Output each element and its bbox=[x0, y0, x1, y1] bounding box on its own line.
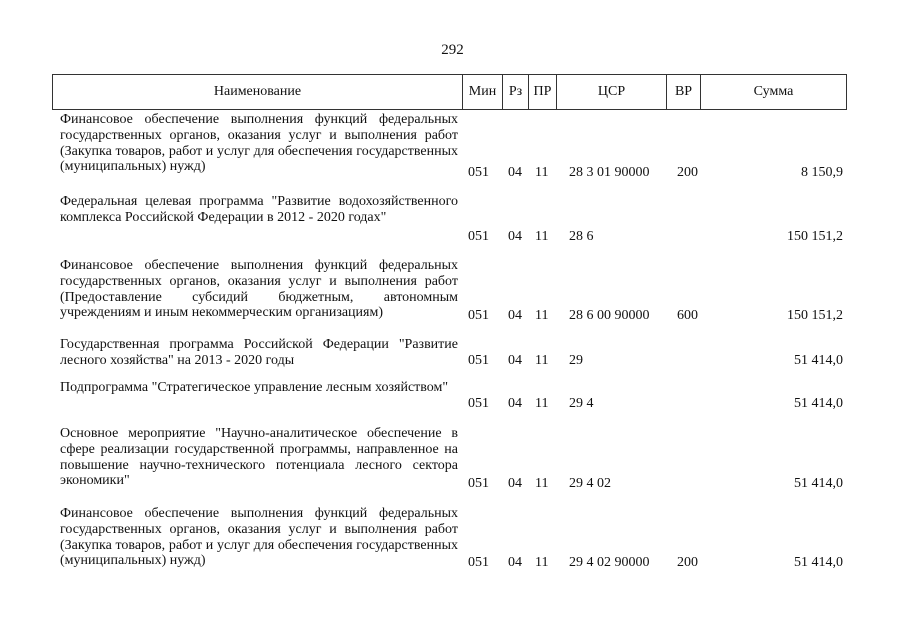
row-min: 051 bbox=[468, 165, 489, 180]
row-rz: 04 bbox=[508, 555, 522, 570]
row-rz: 04 bbox=[508, 353, 522, 368]
row-rz: 04 bbox=[508, 165, 522, 180]
row-name: Федеральная целевая программа "Развитие водохозяйственного комплекса Российской Федерации в 2012 - 2020 годах" bbox=[60, 194, 458, 225]
row-pr: 11 bbox=[535, 229, 549, 244]
row-min: 051 bbox=[468, 353, 489, 368]
row-csr: 28 3 01 90000 bbox=[569, 165, 650, 180]
header-vr: ВР bbox=[666, 75, 700, 109]
row-name: Финансовое обеспечение выполнения функций федеральных государственных органов, оказания услуг и выполнения работ (Закупка товаров, работ и услуг для обеспечения государственных (муниципальных) нужд) bbox=[60, 506, 458, 569]
row-csr: 29 4 02 bbox=[569, 476, 611, 491]
row-rz: 04 bbox=[508, 308, 522, 323]
row-rz: 04 bbox=[508, 229, 522, 244]
row-sum: 51 414,0 bbox=[794, 555, 843, 570]
row-vr: 200 bbox=[677, 555, 698, 570]
page-number: 292 bbox=[441, 42, 464, 58]
row-vr: 600 bbox=[677, 308, 698, 323]
header-rz: Рз bbox=[502, 75, 528, 109]
row-pr: 11 bbox=[535, 353, 549, 368]
row-rz: 04 bbox=[508, 476, 522, 491]
row-name: Подпрограмма "Стратегическое управление лесным хозяйством" bbox=[60, 380, 449, 395]
row-pr: 11 bbox=[535, 165, 549, 180]
row-name: Основное мероприятие "Научно-аналитическое обеспечение в сфере реализации государственной программы, направленное на повышение научно-технического потенциала лесного сектора экономики" bbox=[60, 426, 458, 489]
header-sum: Сумма bbox=[700, 75, 847, 109]
row-min: 051 bbox=[468, 476, 489, 491]
header-csr: ЦСР bbox=[556, 75, 666, 109]
row-sum: 8 150,9 bbox=[801, 165, 843, 180]
row-pr: 11 bbox=[535, 396, 549, 411]
row-csr: 29 4 bbox=[569, 396, 594, 411]
row-csr: 28 6 bbox=[569, 229, 594, 244]
row-min: 051 bbox=[468, 555, 489, 570]
row-csr: 29 bbox=[569, 353, 583, 368]
table-header bbox=[52, 74, 847, 110]
row-min: 051 bbox=[468, 229, 489, 244]
row-vr: 200 bbox=[677, 165, 698, 180]
row-sum: 51 414,0 bbox=[794, 353, 843, 368]
row-name: Финансовое обеспечение выполнения функций федеральных государственных органов, оказания услуг и выполнения работ (Закупка товаров, работ и услуг для обеспечения государственных (муниципальных) нужд) bbox=[60, 112, 458, 175]
row-csr: 28 6 00 90000 bbox=[569, 308, 650, 323]
row-min: 051 bbox=[468, 308, 489, 323]
row-pr: 11 bbox=[535, 555, 549, 570]
row-sum: 150 151,2 bbox=[787, 308, 843, 323]
row-name: Государственная программа Российской Федерации "Развитие лесного хозяйства" на 2013 - 2020 годы bbox=[60, 337, 458, 368]
row-sum: 150 151,2 bbox=[787, 229, 843, 244]
row-csr: 29 4 02 90000 bbox=[569, 555, 650, 570]
row-min: 051 bbox=[468, 396, 489, 411]
header-name: Наименование bbox=[52, 75, 462, 109]
row-name: Финансовое обеспечение выполнения функций федеральных государственных органов, оказания услуг и выполнения работ (Предоставление субсидий бюджетным, автономным учреждениям и иным некоммерческим организациям) bbox=[60, 258, 458, 321]
header-min: Мин bbox=[462, 75, 502, 109]
row-sum: 51 414,0 bbox=[794, 396, 843, 411]
row-pr: 11 bbox=[535, 476, 549, 491]
row-rz: 04 bbox=[508, 396, 522, 411]
row-pr: 11 bbox=[535, 308, 549, 323]
row-sum: 51 414,0 bbox=[794, 476, 843, 491]
header-pr: ПР bbox=[528, 75, 556, 109]
